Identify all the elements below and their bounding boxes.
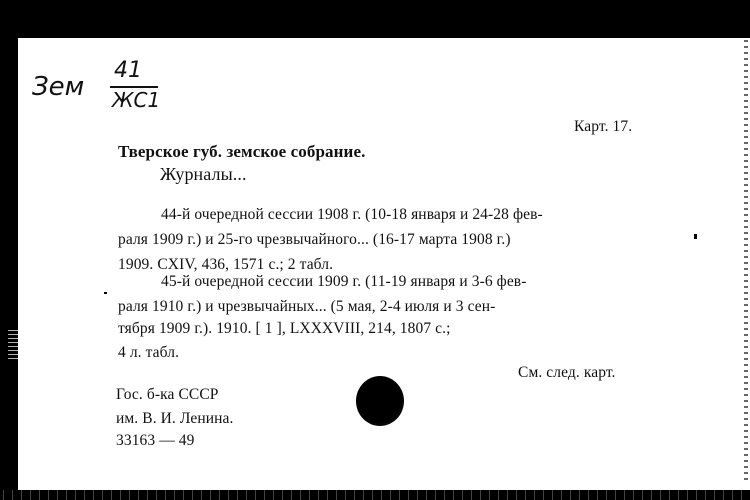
body-line-2: раля 1909 г.) и 25-го чрезвычайного... (16-17 марта 1908 г.) [118, 231, 511, 248]
body-line-1: 44-й очередной сессии 1908 г. (10-18 января и 24-28 фев- [161, 206, 543, 223]
scan-edge-marks [744, 40, 748, 480]
card-number: Карт. 17. [574, 118, 633, 135]
ink-speck [104, 292, 107, 294]
library-shelf-number: 33163 — 49 [116, 432, 195, 449]
library-line-1: Гос. б-ка СССР [116, 386, 219, 403]
handwritten-bottom-code: ЖС1 [112, 88, 161, 112]
library-line-2: им. В. И. Ленина. [116, 410, 234, 427]
ink-speck [694, 234, 697, 239]
body-line-3: 1909. CXIV, 436, 1571 с.; 2 табл. [118, 256, 334, 273]
body-line-5: раля 1910 г.) и чрезвычайных... (5 мая, 2-4 июля и 3 сен- [118, 298, 496, 315]
see-next-card: См. след. карт. [518, 364, 616, 381]
body-line-6: тября 1909 г.). 1910. [ 1 ], LXXXVIII, 214, 1807 с.; [118, 320, 451, 337]
catalog-card [18, 38, 750, 490]
ink-blot [356, 376, 404, 426]
scan-edge-marks [8, 330, 18, 360]
body-line-7: 4 л. табл. [118, 344, 180, 361]
body-line-4: 45-й очередной сессии 1909 г. (11-19 января и 3-6 фев- [161, 273, 527, 290]
entry-heading: Тверское губ. земское собрание. [118, 142, 366, 161]
handwritten-top-number: 41 [114, 58, 142, 83]
entry-subheading: Журналы... [160, 164, 247, 184]
handwritten-prefix: Зем [32, 72, 85, 102]
scan-left-border [0, 0, 18, 500]
scan-bottom-border [0, 490, 750, 500]
